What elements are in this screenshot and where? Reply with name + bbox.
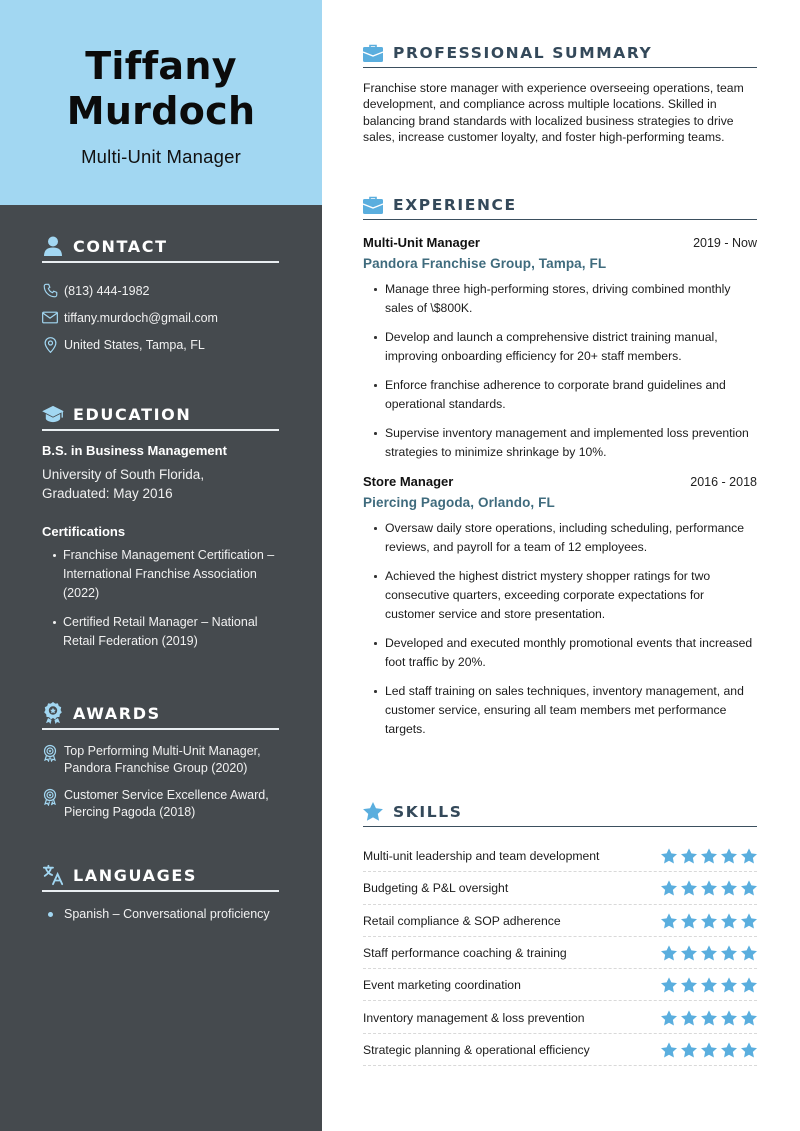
rating-star-icon	[701, 945, 717, 961]
certification-item: Certified Retail Manager – National Retail Federation (2019)	[42, 613, 279, 651]
skill-row	[363, 840, 757, 872]
language-item	[42, 907, 279, 921]
candidate-name	[0, 44, 322, 134]
rating-star-icon	[701, 977, 717, 993]
job-company: Pandora Franchise Group, Tampa, FL	[363, 256, 607, 271]
rating-star-icon	[721, 848, 737, 864]
briefcase-icon	[363, 43, 384, 63]
rating-star-icon	[721, 977, 737, 993]
skill-row	[363, 1001, 757, 1033]
award-badge-icon	[42, 744, 58, 762]
skill-row	[363, 905, 757, 937]
name-header	[0, 0, 322, 205]
certifications-list	[42, 546, 279, 651]
certifications-heading: Certifications	[42, 524, 126, 539]
rating-star-icon	[741, 880, 757, 896]
rating-star-icon	[741, 913, 757, 929]
rating-star-icon	[661, 913, 677, 929]
rating-star-icon	[661, 1042, 677, 1058]
rating-star-icon	[681, 945, 697, 961]
skill-name: Event marketing coordination	[363, 978, 521, 993]
last-name: Murdoch	[66, 89, 256, 133]
education-heading	[42, 401, 279, 431]
award-item	[42, 787, 279, 820]
job-entry	[363, 235, 757, 462]
phone-icon	[42, 283, 58, 299]
experience-heading	[363, 190, 757, 220]
rating-star-icon	[721, 1010, 737, 1026]
award-item	[42, 743, 279, 776]
section-title: EXPERIENCE	[393, 195, 517, 214]
skills-heading	[363, 797, 757, 827]
briefcase-icon	[363, 195, 384, 215]
award-text: Customer Service Excellence Award, Piercing Pagoda (2018)	[64, 788, 269, 819]
section-title: SKILLS	[393, 802, 463, 821]
skills-section	[363, 797, 757, 1066]
section-title: LANGUAGES	[73, 865, 197, 885]
section-title: AWARDS	[73, 703, 161, 723]
section-title: CONTACT	[73, 236, 168, 256]
job-title: Multi-Unit Manager	[81, 146, 241, 167]
rating-star-icon	[741, 848, 757, 864]
location-pin-icon	[42, 337, 58, 353]
bullet-dot	[48, 912, 53, 917]
job-bullet: Developed and executed monthly promotional events that increased foot traffic by 20%.	[363, 634, 757, 672]
skill-row	[363, 937, 757, 969]
rating-star-icon	[681, 977, 697, 993]
rating-star-icon	[661, 848, 677, 864]
rating-star-icon	[721, 945, 737, 961]
user-icon	[42, 235, 64, 257]
translate-icon	[42, 864, 64, 886]
language-text: Spanish – Conversational proficiency	[64, 907, 270, 921]
rating-star-icon	[681, 880, 697, 896]
star-icon	[363, 802, 384, 822]
summary-heading	[363, 38, 757, 68]
graduation-date: Graduated: May 2016	[42, 486, 173, 501]
section-title: PROFESSIONAL SUMMARY	[393, 43, 653, 62]
award-badge-icon	[42, 702, 64, 724]
summary-section	[363, 38, 757, 145]
skill-rating	[661, 977, 757, 993]
rating-star-icon	[681, 1042, 697, 1058]
job-bullet: Develop and launch a comprehensive district training manual, improving onboarding efficiency for 20+ staff members.	[363, 328, 757, 366]
email-text: tiffany.murdoch@gmail.com	[64, 310, 218, 325]
graduation-cap-icon	[42, 403, 64, 425]
rating-star-icon	[681, 848, 697, 864]
rating-star-icon	[721, 1042, 737, 1058]
skill-name: Multi-unit leadership and team development	[363, 849, 600, 864]
rating-star-icon	[701, 848, 717, 864]
skill-name: Inventory management & loss prevention	[363, 1010, 585, 1025]
rating-star-icon	[701, 1042, 717, 1058]
awards-heading	[42, 700, 279, 730]
job-bullet: Manage three high-performing stores, driving combined monthly sales of \$800K.	[363, 280, 757, 318]
job-bullets	[363, 519, 757, 739]
skills-list	[363, 840, 757, 1066]
rating-star-icon	[681, 1010, 697, 1026]
skill-name: Retail compliance & SOP adherence	[363, 913, 561, 928]
rating-star-icon	[701, 880, 717, 896]
job-role: Multi-Unit Manager	[363, 235, 480, 250]
job-bullet: Led staff training on sales techniques, inventory management, and customer service, ensuring all team members met performance targets.	[363, 682, 757, 739]
job-bullet: Oversaw daily store operations, including scheduling, performance reviews, and payroll for a team of 12 employees.	[363, 519, 757, 557]
skill-rating	[661, 1010, 757, 1026]
job-role: Store Manager	[363, 474, 454, 489]
skill-row	[363, 1034, 757, 1066]
job-bullet: Supervise inventory management and implemented loss prevention strategies to minimize shrinkage by 10%.	[363, 424, 757, 462]
job-bullet: Enforce franchise adherence to corporate brand guidelines and operational standards.	[363, 376, 757, 414]
skill-name: Budgeting & P&L oversight	[363, 881, 509, 896]
phone-text: (813) 444-1982	[64, 283, 150, 298]
skill-rating	[661, 880, 757, 896]
skill-rating	[661, 945, 757, 961]
skill-row	[363, 872, 757, 904]
job-entry	[363, 474, 757, 739]
experience-section	[363, 190, 757, 749]
contact-heading	[42, 233, 279, 263]
job-company: Piercing Pagoda, Orlando, FL	[363, 495, 555, 510]
job-header	[363, 474, 757, 489]
sidebar	[0, 0, 322, 1131]
rating-star-icon	[701, 1010, 717, 1026]
job-bullet: Achieved the highest district mystery shopper ratings for two consecutive quarters, exceeding corporate expectations for customer service and store presentation.	[363, 567, 757, 624]
certification-item: Franchise Management Certification – International Franchise Association (2022)	[42, 546, 279, 603]
summary-text: Franchise store manager with experience overseeing operations, team development, and compliance across multiple locations. Skilled in balancing brand standards with localized business strategies to drive sales, increase customer loyalty, and foster high-performing teams.	[363, 81, 744, 144]
skill-name: Strategic planning & operational efficiency	[363, 1042, 590, 1057]
skill-rating	[661, 848, 757, 864]
first-name: Tiffany	[85, 44, 237, 88]
rating-star-icon	[741, 945, 757, 961]
award-badge-icon	[42, 788, 58, 806]
languages-heading	[42, 862, 279, 892]
contact-section	[42, 233, 279, 358]
job-dates: 2016 - 2018	[690, 475, 757, 489]
contact-list	[42, 277, 279, 358]
rating-star-icon	[701, 913, 717, 929]
rating-star-icon	[661, 977, 677, 993]
location-text: United States, Tampa, FL	[64, 337, 205, 352]
contact-email[interactable]	[42, 304, 279, 331]
skill-rating	[661, 1042, 757, 1058]
rating-star-icon	[741, 1010, 757, 1026]
degree: B.S. in Business Management	[42, 443, 227, 458]
school-name: University of South Florida,	[42, 467, 205, 482]
job-header	[363, 235, 757, 250]
rating-star-icon	[681, 913, 697, 929]
skill-rating	[661, 913, 757, 929]
languages-section	[42, 862, 279, 921]
rating-star-icon	[661, 945, 677, 961]
contact-phone[interactable]	[42, 277, 279, 304]
contact-location	[42, 331, 279, 358]
section-title: EDUCATION	[73, 404, 192, 424]
mail-icon	[42, 310, 58, 326]
school	[42, 465, 279, 503]
education-section	[42, 401, 279, 661]
job-dates: 2019 - Now	[693, 236, 757, 250]
skill-row	[363, 969, 757, 1001]
rating-star-icon	[741, 977, 757, 993]
skill-name: Staff performance coaching & training	[363, 946, 567, 961]
award-text: Top Performing Multi-Unit Manager, Pandora Franchise Group (2020)	[64, 744, 261, 775]
rating-star-icon	[661, 1010, 677, 1026]
job-bullets	[363, 280, 757, 462]
rating-star-icon	[661, 880, 677, 896]
awards-section	[42, 700, 279, 820]
awards-list	[42, 743, 279, 820]
rating-star-icon	[721, 880, 737, 896]
rating-star-icon	[741, 1042, 757, 1058]
rating-star-icon	[721, 913, 737, 929]
